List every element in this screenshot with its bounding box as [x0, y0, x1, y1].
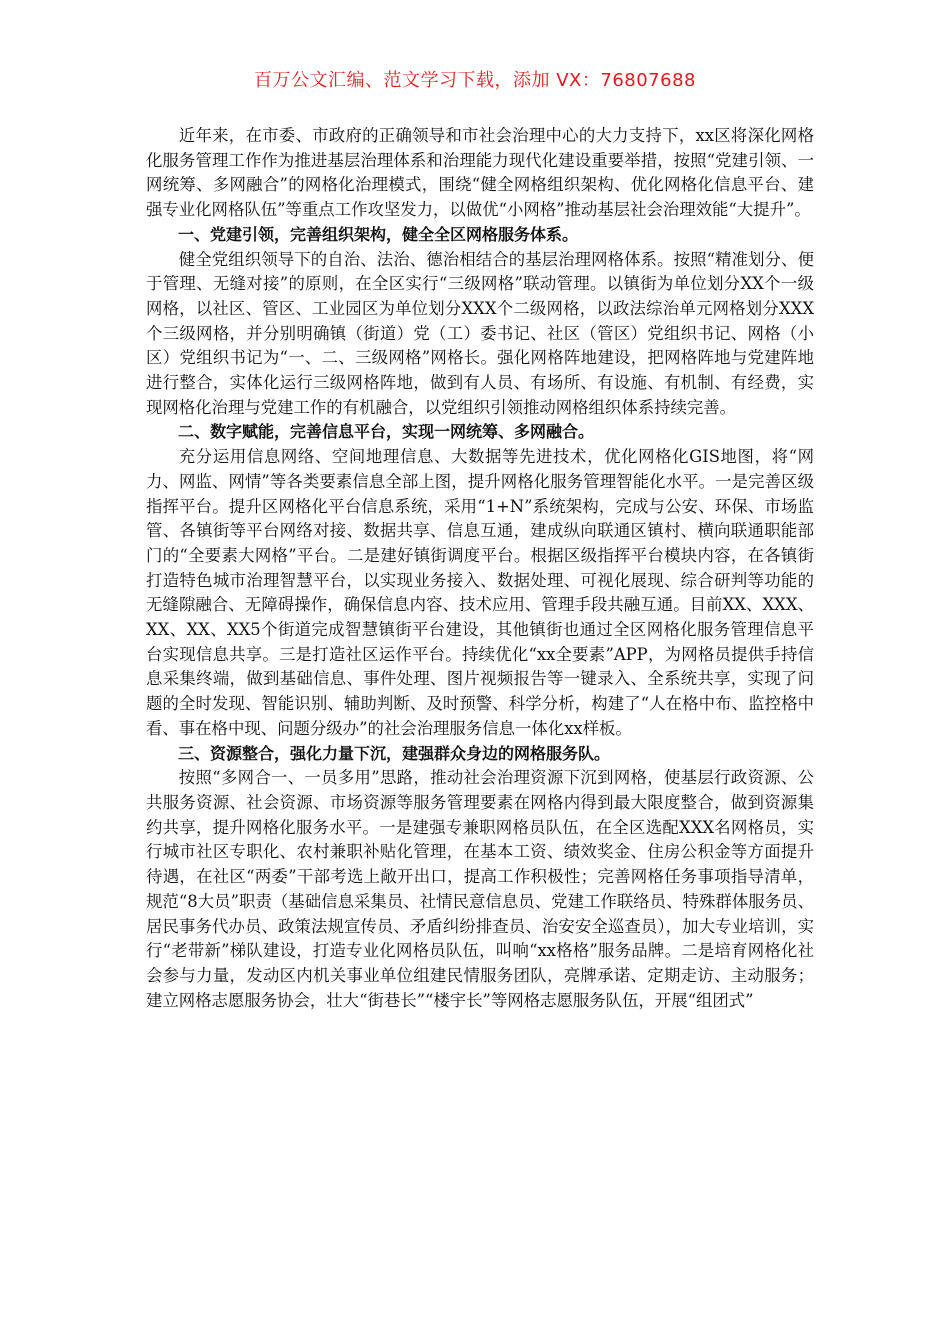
- section-3-heading: 三、资源整合，强化力量下沉，建强群众身边的网格服务队。: [178, 743, 611, 763]
- intro-paragraph: 近年来，在市委、市政府的正确领导和市社会治理中心的大力支持下，xx区将深化网格化服务管理工作作为推进基层治理体系和治理能力现代化建设重要举措，按照“党建引领、一网统筹、多网融合”的网格化治理模式，围绕“健全网格组织架构、优化网格化信息平台、建强专业化网格队伍”等重点工作攻坚发力，以做优“小网格”推动基层社会治理效能“大提升”。: [146, 126, 814, 220]
- section-2-paragraph: 充分运用信息网络、空间地理信息、大数据等先进技术，优化网格化GIS地图，将“网力、网监、网情”等各类要素信息全部上图，提升网格化服务管理智能化水平。一是完善区级指挥平台。提升区网格化平台信息系统，采用“1+N”系统架构，完成与公安、环保、市场监管、各镇街等平台网络对接、数据共享、信息互通，建成纵向联通区镇村、横向联通职能部门的“全要素大网格”平台。二是建好镇街调度平台。根据区级指挥平台模块内容，在各镇街打造特色城市治理智慧平台，以实现业务接入、数据处理、可视化展现、综合研判等功能的无缝隙融合、无障碍操作，确保信息内容、技术应用、管理手段共融互通。目前XX、XXX、XX、XX、XX5个街道完成智慧镇街平台建设，其他镇街也通过全区网格化服务管理信息平台实现信息共享。三是打造社区运作平台。持续优化“xx全要素”APP，为网格员提供手持信息采集终端，做到基础信息、事件处理、图片视频报告等一键录入、全系统共享，实现了问题的全时发现、智能识别、辅助判断、及时预警、科学分析，构建了“人在格中布、监控格中看、事在格中现、问题分级办”的社会治理服务信息一体化xx样板。: [146, 447, 814, 738]
- section-1-heading: 一、党建引领，完善组织架构，健全全区网格服务体系。: [178, 224, 579, 244]
- document-body: [146, 124, 814, 1013]
- section-1-paragraph: 健全党组织领导下的自治、法治、德治相结合的基层治理网格体系。按照“精准划分、便于管理、无缝对接”的原则，在全区实行“三级网格”联动管理。以镇街为单位划分XX个一级网格，以社区、管区、工业园区为单位划分XXX个二级网格，以政法综治单元网格划分XXX个三级网格，并分别明确镇（街道）党（工）委书记、社区（管区）党组织书记、网格（小区）党组织书记为“一、二、三级网格”网格长。强化网格阵地建设，把网格阵地与党建阵地进行整合，实体化运行三级网格阵地，做到有人员、有场所、有设施、有机制、有经费，实现网格化治理与党建工作的有机融合，以党组织引领推动网格组织体系持续完善。: [146, 249, 814, 417]
- promo-banner: 百万公文汇编、范文学习下载，添加 VX：76807688: [254, 70, 696, 91]
- section-3-paragraph: 按照“多网合一、一员多用”思路，推动社会治理资源下沉到网格，使基层行政资源、公共服务资源、社会资源、市场资源等服务管理要素在网格内得到最大限度整合，做到资源集约共享，提升网格化服务水平。一是建强专兼职网格员队伍，在全区选配XXX名网格员，实行城市社区专职化、农村兼职补贴化管理，在基本工资、绩效奖金、住房公积金等方面提升待遇，在社区“两委”干部考选上敞开出口，提高工作积极性；完善网格任务事项指导清单，规范“8大员”职责（基础信息采集员、社情民意信息员、党建工作联络员、特殊群体服务员、居民事务代办员、政策法规宣传员、矛盾纠纷排查员、治安安全巡查员），加大专业培训，实行“老带新”梯队建设，打造专业化网格员队伍，叫响“xx格格”服务品牌。二是培育网格化社会参与力量，发动区内机关事业单位组建民情服务团队，亮牌承诺、定期走访、主动服务；建立网格志愿服务协会，壮大“街巷长”“楼宇长”等网格志愿服务队伍，开展“组团式”: [146, 768, 814, 1010]
- section-2-heading: 二、数字赋能，完善信息平台，实现一网统筹、多网融合。: [178, 422, 595, 442]
